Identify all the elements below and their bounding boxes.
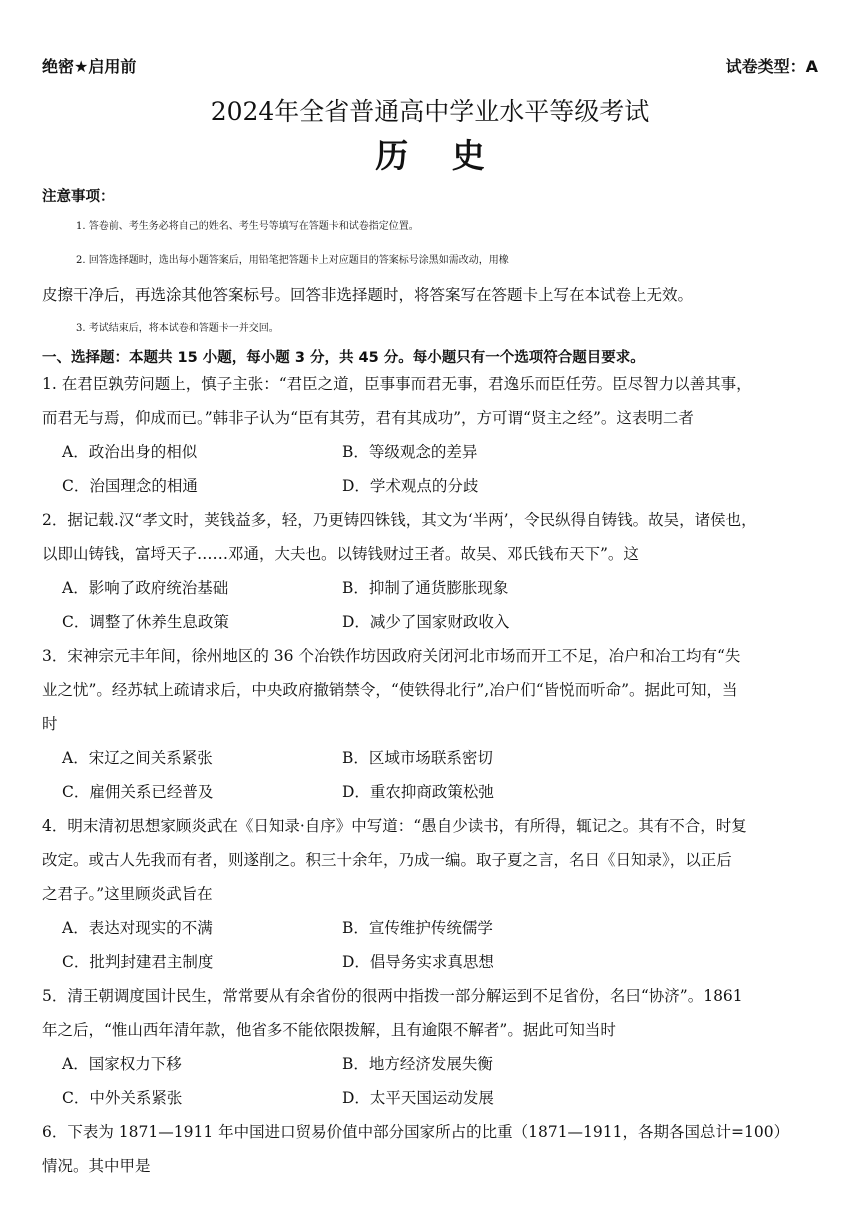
question-text-line: 年之后，“惟山西年清年款，他省多不能依限拨解，且有逾限不解者”。据此可知当时 [42,1021,616,1039]
question-text-line: 1. 在君臣孰劳问题上，慎子主张：“君臣之道，臣事事而君无事，君逸乐而臣任劳。臣尽智力以善其事， [42,375,752,393]
question-text-line: 时 [42,715,58,733]
option-a: A．表达对现实的不满 [62,919,213,937]
question-text-line: 之君子。”这里顾炎武旨在 [42,885,213,903]
question-text-line: 4．明末清初思想家顾炎武在《日知录·自序》中写道：“愚自少读书，有所得，辄记之。其有不合，时复 [42,817,747,835]
option-c: C．中外关系紧张 [62,1089,183,1107]
option-a: A．政治出身的相似 [62,443,198,461]
option-d: D．太平天国运动发展 [342,1089,494,1107]
notice-item-2-line-2: 皮擦干净后，再选涂其他答案标号。回答非选择题时，将答案写在答题卡上写在本试卷上无效。 [42,286,694,304]
exam-title: 2024年全省普通高中学业水平等级考试 [210,97,650,126]
question-text-line: 2．据记载.汉“孝文时，荚钱益多，轻，乃更铸四铢钱，其文为‘半两’，令民纵得自铸钱。故吴，诸侯也， [42,511,757,529]
subject-title: 历 史 [375,136,501,175]
question-text-line: 情况。其中甲是 [42,1157,151,1175]
option-d: D．倡导务实求真思想 [342,953,494,971]
notice-item-3: 3. 考试结束后，将本试卷和答题卡一并交回。 [76,323,279,334]
option-a: A．影响了政府统治基础 [62,579,229,597]
option-d: D．学术观点的分歧 [342,477,479,495]
section-heading: 一、选择题：本题共 15 小题，每小题 3 分，共 45 分。每小题只有一个选项符合题目要求。 [42,350,645,366]
option-b: B．宣传维护传统儒学 [342,919,493,937]
notice-item-2-line-1: 2. 回答选择题时，选出每小题答案后，用铅笔把答题卡上对应题目的答案标号涂黑如需改动，用橡 [76,255,509,266]
notice-heading: 注意事项： [42,189,115,205]
question-text-line: 以即山铸钱，富埒天子……邓通，大夫也。以铸钱财过王者。故吴、邓氏钱布天下”。这 [42,545,639,563]
option-a: A．国家权力下移 [62,1055,182,1073]
notice-item-1: 1. 答卷前、考生务必将自己的姓名、考生号等填写在答题卡和试卷指定位置。 [76,221,419,232]
question-text-line: 6．下表为 1871—1911 年中国进口贸易价值中部分国家所占的比重（1871—1911，各期各国总计=100） [42,1123,790,1141]
question-text-line: 5．清王朝调度国计民生，常常要从有余省份的很两中指拨一部分解运到不足省份，名曰“协济”。1861 [42,987,743,1005]
option-d: D．重农抑商政策松弛 [342,783,494,801]
option-c: C．调整了休养生息政策 [62,613,229,631]
option-b: B．等级观念的差异 [342,443,478,461]
option-b: B．区域市场联系密切 [342,749,493,767]
option-d: D．减少了国家财政收入 [342,613,510,631]
option-c: C．雇佣关系已经普及 [62,783,214,801]
option-c: C．批判封建君主制度 [62,953,214,971]
question-text-line: 改定。或古人先我而有者，则遂削之。积三十余年，乃成一编。取子夏之言，名日《日知录》，以正后 [42,851,732,869]
option-b: B．地方经济发展失衡 [342,1055,493,1073]
option-a: A．宋辽之间关系紧张 [62,749,213,767]
question-text-line: 业之忧”。经苏轼上疏请求后，中央政府撤销禁令，“使铁得北行”,冶户们“皆悦而听命”。据此可知，当 [42,681,738,699]
option-c: C．治国理念的相通 [62,477,198,495]
option-b: B．抑制了通货膨胀现象 [342,579,509,597]
secret-label: 绝密★启用前 [42,57,137,76]
question-text-line: 3．宋神宗元丰年间，徐州地区的 36 个冶铁作坊因政府关闭河北市场而开工不足，冶户和冶工均有“失 [42,647,741,665]
paper-type-label: 试卷类型：A [725,57,818,76]
question-text-line: 而君无与焉，仰成而已。”韩非子认为“臣有其劳，君有其成功”，方可谓“贤主之经”。这表明二者 [42,409,694,427]
